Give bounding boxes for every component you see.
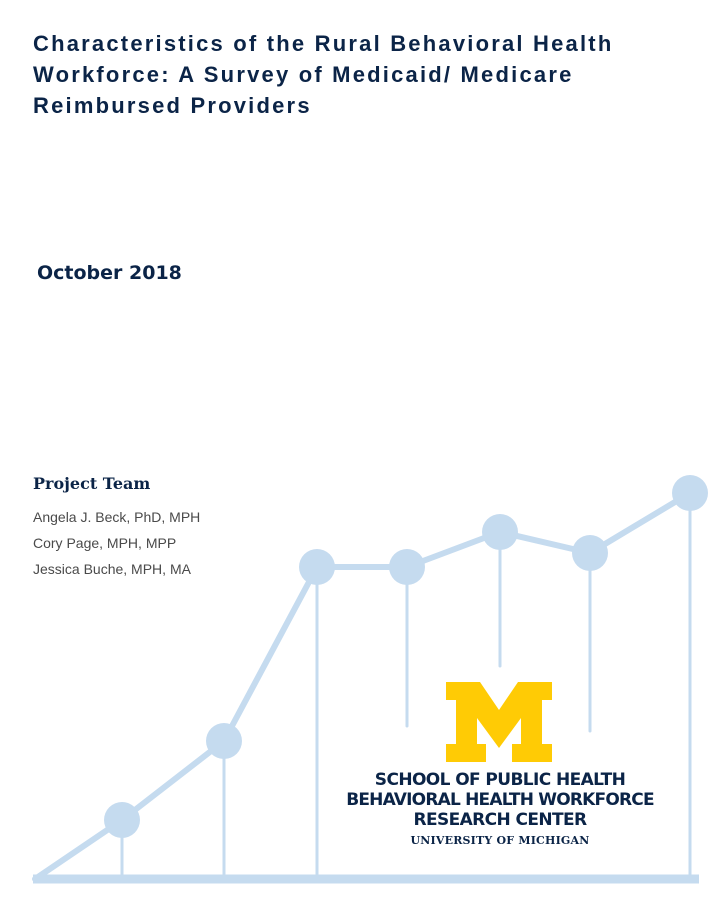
logo-center-line: RESEARCH CENTER	[413, 810, 587, 830]
trend-point	[104, 802, 140, 838]
publication-date: October 2018	[37, 262, 182, 284]
trend-point	[572, 535, 608, 571]
logo-university-line: UNIVERSITY OF MICHIGAN	[410, 834, 590, 847]
trend-point	[482, 514, 518, 550]
logo-school-line: SCHOOL OF PUBLIC HEALTH	[374, 770, 626, 790]
trend-point	[389, 549, 425, 585]
logo-center-line: BEHAVIORAL HEALTH WORKFORCE	[346, 790, 654, 810]
trend-point	[672, 475, 708, 511]
report-title: Characteristics of the Rural Behavioral Health Workforce: A Survey of Medicaid/ Medicare Reimbursed Providers	[33, 31, 614, 118]
team-member: Cory Page, MPH, MPP	[33, 535, 177, 551]
team-member: Angela J. Beck, PhD, MPH	[33, 509, 201, 525]
trend-point	[299, 549, 335, 585]
project-team-heading: Project Team	[33, 474, 151, 493]
block-m-icon	[444, 682, 554, 762]
trend-point	[206, 723, 242, 759]
team-member: Jessica Buche, MPH, MA	[33, 561, 191, 577]
